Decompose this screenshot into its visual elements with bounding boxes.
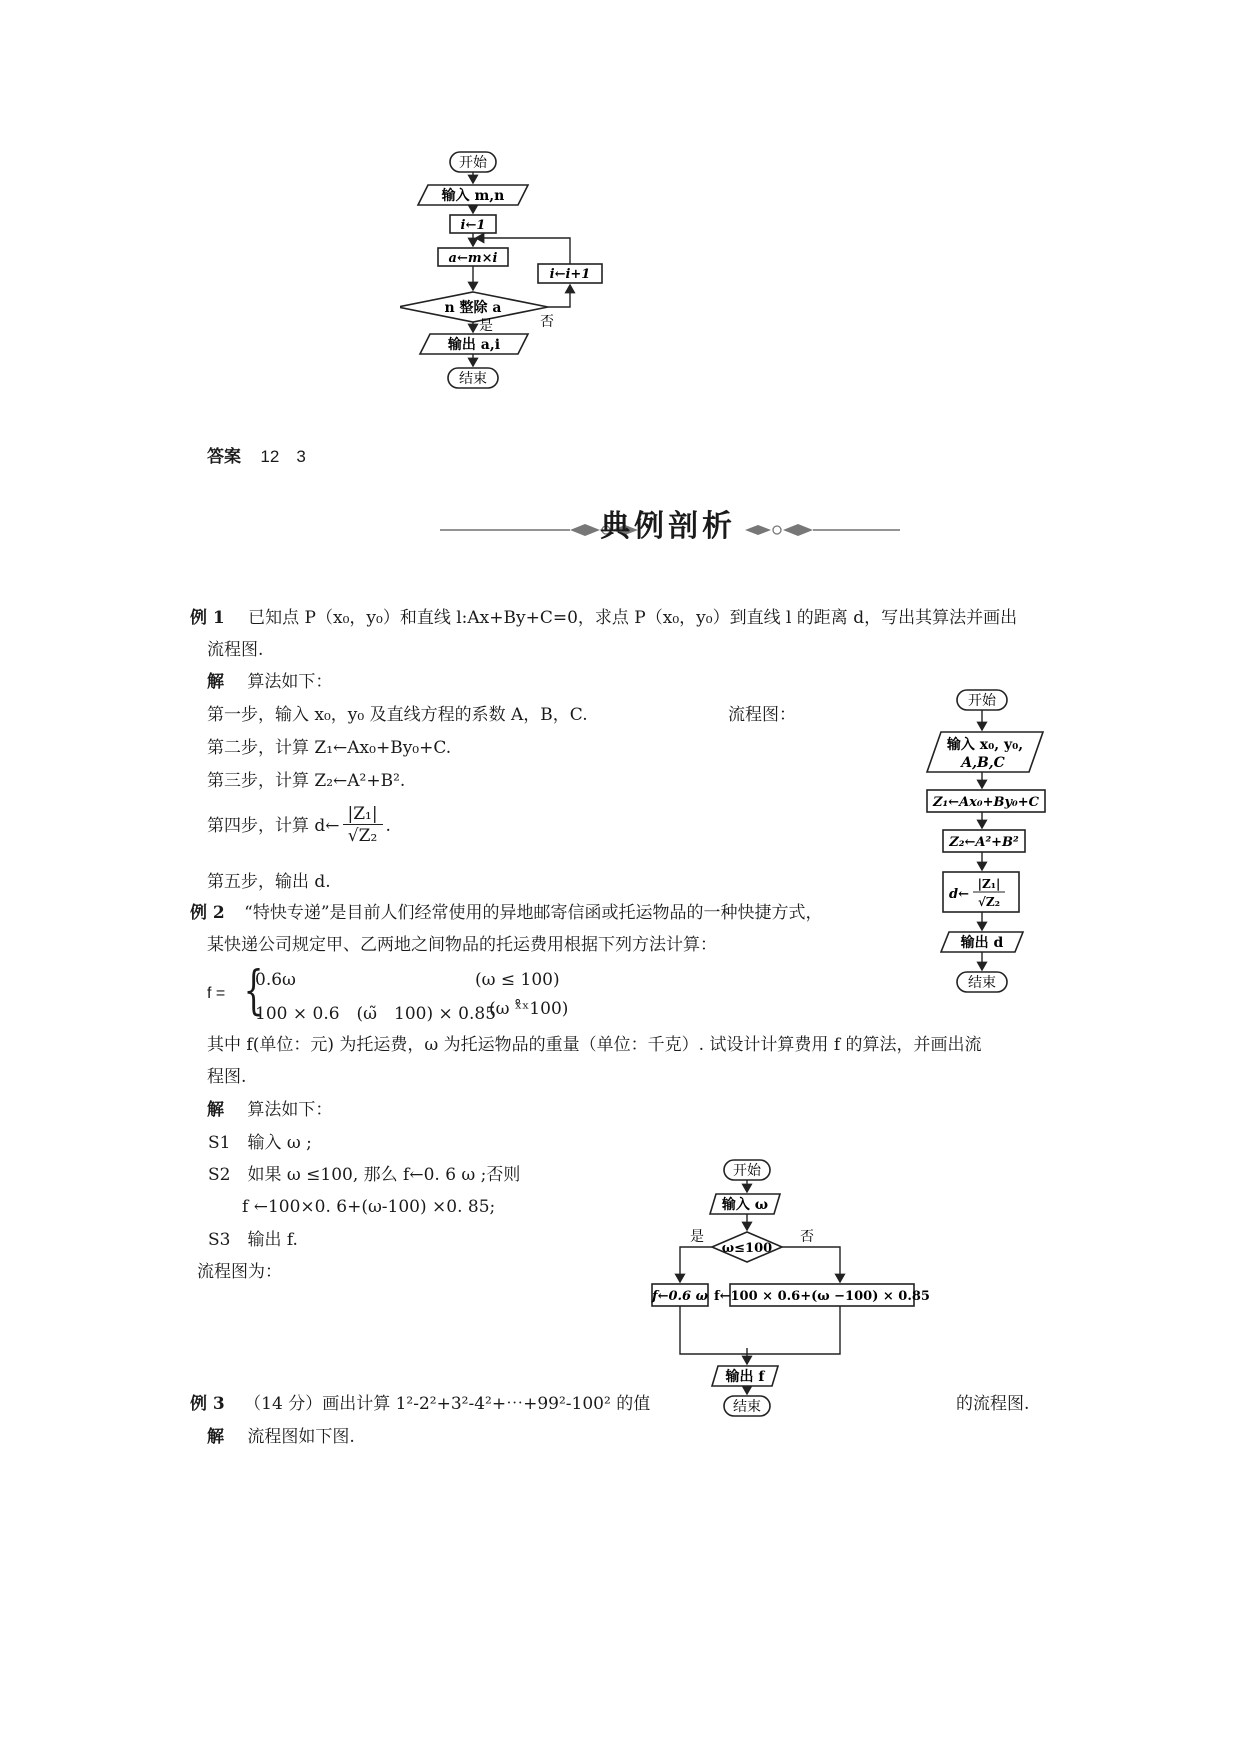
answer-value: 12 3	[260, 447, 306, 466]
fc3-no-label: 否	[800, 1229, 814, 1245]
fc3-input-text: 输入 ω	[721, 1197, 769, 1213]
example3-question	[190, 1394, 650, 1414]
example2-question-line2: 某快递公司规定甲、乙两地之间物品的托运费用根据下列方法计算：	[207, 935, 717, 955]
example1-flowchart-label: 流程图：	[728, 705, 796, 725]
fc2-input-text-2: A,B,C	[961, 755, 1005, 771]
answer-label: 答案	[207, 447, 241, 467]
example2-flow-intro: 流程图为：	[197, 1262, 282, 1282]
fc2-start-text: 开始	[968, 693, 996, 709]
example1-solution-text: 算法如下：	[247, 672, 333, 692]
example3-label: 例 3	[190, 1394, 225, 1414]
example1-step4-numerator: |Z₁|	[347, 804, 378, 824]
flowchart-2	[925, 688, 1055, 1018]
formula-f-label: f =	[207, 985, 226, 1002]
piecewise-formula	[207, 961, 587, 1025]
example1-step2: 第二步，计算 Z₁←Ax₀+By₀+C.	[207, 738, 452, 758]
fc1-condition-text: n 整除 a	[444, 300, 502, 316]
fc2-output-text: 输出 d	[960, 935, 1004, 951]
formula-case2-cond: (ω ˣ̊ˣ100)	[489, 999, 569, 1019]
example2-s1: S1 输入 ω ;	[208, 1133, 312, 1153]
example1-question-line1	[190, 608, 1017, 628]
formula-case1-cond: (ω ≤ 100)	[475, 970, 560, 990]
fc3-right-text: f←100 × 0.6+(ω −100) × 0.85	[714, 1289, 930, 1304]
example2-solution-label: 解	[207, 1100, 224, 1120]
example2-question-text: “特快专递”是目前人们经常使用的异地邮寄信函或托运物品的一种快捷方式，	[244, 903, 823, 923]
example2-s3: S3 输出 f.	[208, 1230, 298, 1250]
example1-step4-suffix: .	[385, 815, 391, 836]
example1-solution-label: 解	[207, 672, 224, 692]
example2-s2-line1: S2 如果 ω ≤100, 那么 f←0. 6 ω ;否则	[208, 1165, 521, 1185]
example3-question-text: （14 分）画出计算 1²-2²+3²-4²+⋯+99²-100² 的值	[244, 1394, 651, 1414]
example2-solution-intro	[207, 1100, 332, 1120]
flowchart-1	[400, 150, 720, 440]
example2-desc-line1: 其中 f(单位：元) 为托运费，ω 为托运物品的重量（单位：千克）. 试设计计算费用 f 的算法，并画出流	[207, 1035, 982, 1055]
formula-brace: {	[243, 961, 264, 1021]
fc1-init-text: i←1	[460, 218, 486, 233]
example3-question-tail: 的流程图.	[956, 1394, 1030, 1414]
fc1-end-text: 结束	[459, 371, 487, 387]
section-title: 典例剖析	[600, 509, 736, 544]
example1-step4-denominator: √Z₂	[347, 826, 378, 846]
fc2-z1-text: Z₁←Ax₀+By₀+C	[933, 795, 1039, 810]
example1-solution-intro	[207, 672, 332, 692]
example1-step3: 第三步，计算 Z₂←A²+B².	[207, 771, 406, 791]
example1-step1: 第一步，输入 x₀，y₀ 及直线方程的系数 A，B，C.	[207, 705, 588, 725]
fc3-left-text: f←0.6 ω	[651, 1289, 709, 1304]
example2-solution-text: 算法如下：	[247, 1100, 333, 1120]
fc1-assign-text: a←m×i	[448, 251, 498, 266]
example2-desc-line2: 程图.	[207, 1067, 247, 1087]
formula-case1-expr: 0.6ω	[255, 970, 296, 990]
fc2-d-prefix: d←	[949, 887, 969, 902]
fc1-yes-label: 是	[479, 318, 493, 334]
answer-line	[207, 447, 306, 467]
example1-step4-prefix: 第四步，计算 d←	[207, 815, 340, 836]
example2-question-line1	[190, 903, 823, 923]
flowchart-3	[650, 1158, 940, 1428]
fc2-z2-text: Z₂←A²+B²	[949, 835, 1019, 850]
formula-case2-expr: 100 × 0.6 (ω̃ 100) × 0.85	[255, 1004, 497, 1024]
fc2-end-text: 结束	[968, 975, 996, 991]
fc1-output-text: 输出 a,i	[447, 337, 501, 353]
fc1-input-text: 输入 m,n	[441, 188, 505, 204]
example2-label: 例 2	[190, 903, 225, 923]
example2-s2-line2: f ←100×0. 6+(ω-100) ×0. 85;	[242, 1197, 496, 1217]
example1-step4	[207, 804, 391, 847]
example1-question-text: 已知点 P（x₀，y₀）和直线 l:Ax+By+C=0，求点 P（x₀，y₀）到直线 l 的距离 d，写出其算法并画出	[248, 608, 1018, 628]
fc3-yes-label: 是	[690, 1229, 704, 1245]
example3-solution-label: 解	[207, 1427, 224, 1447]
fc2-d-denominator: √Z₂	[978, 895, 1000, 909]
example3-solution	[207, 1427, 355, 1447]
fc3-output-text: 输出 f	[725, 1369, 765, 1385]
fc2-d-numerator: |Z₁|	[977, 877, 1001, 891]
example1-question-line2: 流程图.	[207, 640, 264, 660]
fc3-end-text: 结束	[733, 1399, 761, 1415]
fc2-input-text-1: 输入 x₀, y₀,	[946, 737, 1024, 753]
fc1-no-label: 否	[540, 314, 554, 330]
fc1-start-text: 开始	[459, 155, 487, 171]
example1-label: 例 1	[190, 608, 225, 628]
fc3-start-text: 开始	[733, 1163, 761, 1179]
example3-solution-text: 流程图如下图.	[247, 1427, 355, 1447]
example1-step5: 第五步，输出 d.	[207, 872, 331, 892]
fc3-condition-text: ω≤100	[721, 1241, 773, 1256]
fc1-increment-text: i←i+1	[549, 267, 591, 282]
